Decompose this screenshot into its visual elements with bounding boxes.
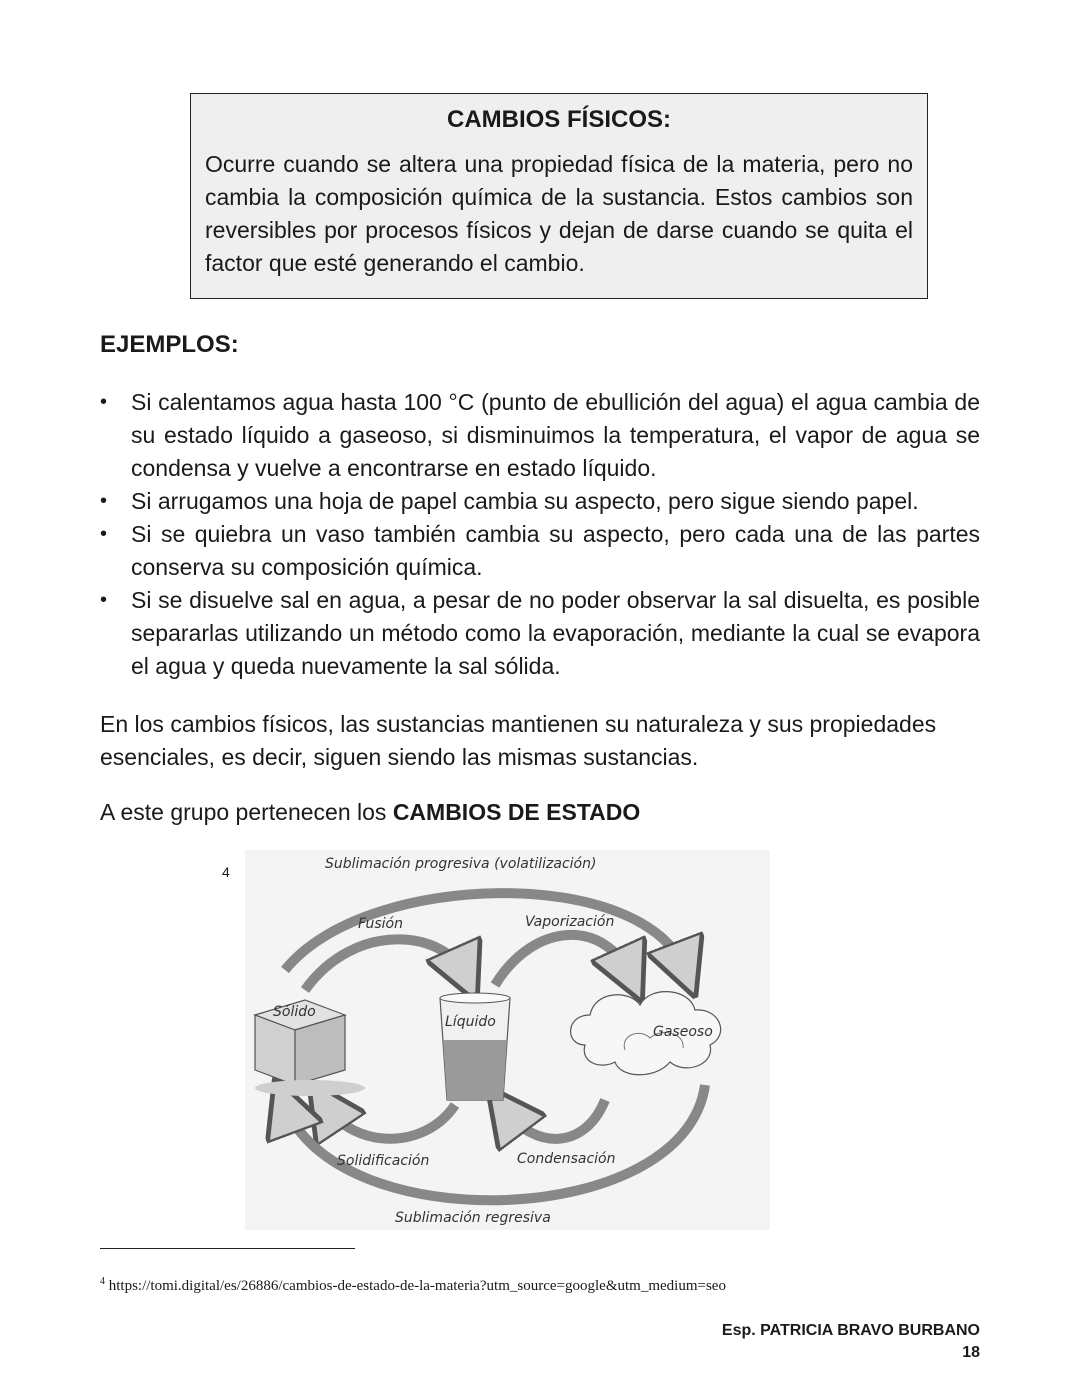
states-of-matter-diagram xyxy=(245,850,770,1230)
summary-paragraph: En los cambios físicos, las sustancias mantienen su naturaleza y sus propiedades esenciales, es decir, siguen siendo las mismas sustancias. xyxy=(100,711,937,770)
state-changes-paragraph xyxy=(100,796,980,829)
label-sublimation-progressive: Sublimación progresiva (volatilización) xyxy=(325,856,597,872)
list-item-text: Si calentamos agua hasta 100 °C (punto de ebullición del agua) el agua cambia de su estado líquido a gaseoso, si disminuimos la temperatura, el vapor de agua se condensa y vuelve a encontrarse en estado líquido. xyxy=(131,389,980,481)
label-gas: Gaseoso xyxy=(653,1024,713,1040)
label-solidification: Solidificación xyxy=(337,1153,430,1169)
bullet: • xyxy=(100,523,108,545)
author-name: Esp. PATRICIA BRAVO BURBANO xyxy=(721,1322,980,1339)
definition-box xyxy=(190,93,928,299)
examples-list xyxy=(100,386,980,683)
paragraph-bold: CAMBIOS DE ESTADO xyxy=(392,799,641,825)
label-condensation: Condensación xyxy=(517,1151,616,1167)
bullet: • xyxy=(100,391,108,413)
examples-heading: EJEMPLOS: xyxy=(100,331,239,358)
page-footer xyxy=(722,1320,980,1364)
list-item-text: Si se disuelve sal en agua, a pesar de no poder observar la sal disuelta, es posible separarlas utilizando un método como la evaporación, mediante la cual se evapora el agua y queda nuevamente la sal sólida. xyxy=(131,587,980,679)
definition-text: Ocurre cuando se altera una propiedad física de la materia, pero no cambia la composición química de la sustancia. Estos cambios son reversibles por procesos físicos y dejan de darse cuando se quita el factor que esté generando el cambio. xyxy=(205,151,913,276)
footnote-marker: 4 xyxy=(222,864,230,880)
bullet: • xyxy=(100,589,108,611)
label-fusion: Fusión xyxy=(358,916,403,932)
list-item xyxy=(100,584,980,683)
list-item-text: Si arrugamos una hoja de papel cambia su aspecto, pero sigue siendo papel. xyxy=(131,488,919,514)
list-item-text: Si se quiebra un vaso también cambia su aspecto, pero cada una de las partes conserva su composición química. xyxy=(131,521,980,580)
list-item xyxy=(100,485,980,518)
label-solid: Sólido xyxy=(273,1004,316,1020)
label-liquid: Líquido xyxy=(445,1014,496,1030)
definition-title: CAMBIOS FÍSICOS: xyxy=(446,106,671,133)
paragraph-lead: A este grupo pertenecen los xyxy=(100,799,393,825)
list-item xyxy=(100,386,980,485)
footnote-number: 4 xyxy=(100,1276,105,1287)
footnote-url[interactable]: https://tomi.digital/es/26886/cambios-de-estado-de-la-materia?utm_source=google&utm_medium=seo xyxy=(108,1278,726,1294)
label-sublimation-regressive: Sublimación regresiva xyxy=(395,1210,551,1226)
page-number: 18 xyxy=(962,1344,980,1361)
label-vaporization: Vaporización xyxy=(525,914,615,930)
liquid-glass-icon xyxy=(440,993,510,1100)
bullet: • xyxy=(100,490,108,512)
footnote-divider xyxy=(100,1248,355,1249)
list-item xyxy=(100,518,980,584)
footnote xyxy=(100,1276,726,1295)
